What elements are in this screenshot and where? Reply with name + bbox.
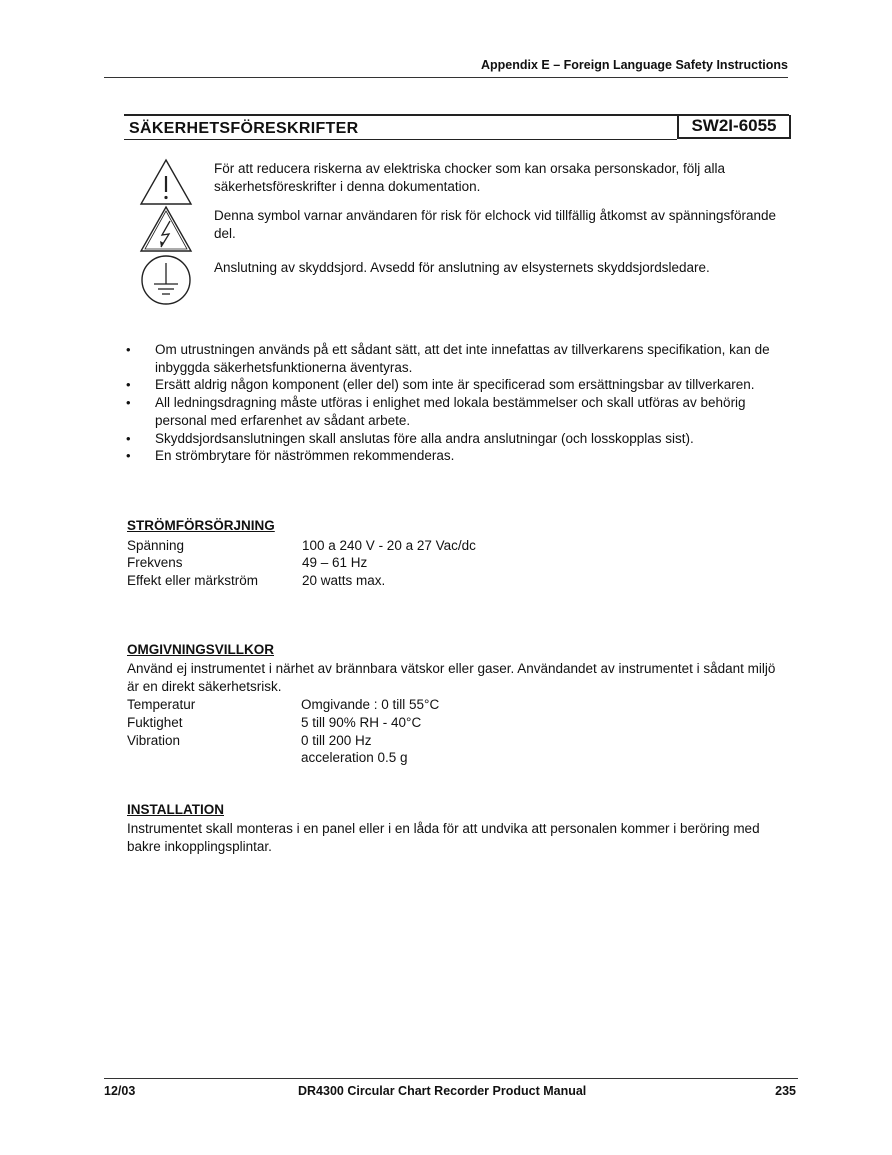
environment-heading: OMGIVNINGSVILLKOR [127, 642, 275, 657]
warning-triangle-icon [139, 158, 193, 206]
safety-bullet-list [126, 341, 786, 465]
symbol-text-general-warning: För att reducera riskerna av elektriska chocker som kan orsaka personskador, följ alla säkerhetsföreskrifter i denna dokumentation. [214, 161, 725, 194]
list-item: • Ersätt aldrig någon komponent (eller del) som inte är specificerad som ersättningsbar av tillverkaren. [126, 376, 786, 394]
symbol-text-protective-earth: Anslutning av skyddsjord. Avsedd för anslutning av elsysternets skyddsjordsledare. [214, 260, 710, 275]
footer-page-number: 235 [775, 1084, 796, 1098]
power-label: Frekvens [127, 555, 183, 570]
footer-title: DR4300 Circular Chart Recorder Product Manual [298, 1084, 587, 1098]
section-title: SÄKERHETSFÖRESKRIFTER [129, 120, 359, 137]
footer-rule [104, 1078, 798, 1079]
header-rule [104, 77, 788, 78]
power-label: Spänning [127, 538, 185, 553]
electric-shock-triangle-icon [139, 205, 193, 253]
footer-date: 12/03 [104, 1084, 136, 1098]
environment-value: 0 till 200 Hz [301, 733, 372, 748]
document-code-box: SW2I-6055 [677, 115, 791, 139]
environment-value: 5 till 90% RH - 40°C [301, 715, 422, 730]
environment-text: Använd ej instrumentet i närhet av brännbara vätskor eller gaser. Användandet av instrumentet i sådant miljö är en direkt säkerhetsrisk. [127, 661, 776, 694]
environment-value: acceleration 0.5 g [301, 750, 408, 765]
installation-heading: INSTALLATION [127, 802, 224, 817]
list-item: • Skyddsjordsanslutningen skall anslutas före alla andra anslutningar (och losskopplas sist). [126, 430, 786, 448]
list-item: • All ledningsdragning måste utföras i enlighet med lokala bestämmelser och skall utföras av behörig personal med erfarenhet av sådant arbete. [126, 394, 786, 429]
page-header-title: Appendix E – Foreign Language Safety Instructions [481, 58, 788, 72]
protective-earth-icon [140, 254, 192, 306]
environment-label: Fuktighet [127, 715, 183, 730]
list-item: • En strömbrytare för näströmmen rekommenderas. [126, 447, 786, 465]
environment-value: Omgivande : 0 till 55°C [301, 697, 440, 712]
power-value: 20 watts max. [302, 573, 386, 588]
symbol-text-electric-shock: Denna symbol varnar användaren för risk för elchock vid tillfällig åtkomst av spänningsförande del. [214, 208, 777, 241]
list-item: • Om utrustningen används på ett sådant sätt, att det inte innefattas av tillverkarens specifikation, kan de inbyggda säkerhetsfunktionerna äventyras. [126, 341, 786, 376]
installation-text: Instrumentet skall monteras i en panel eller i en låda för att undvika att personalen kommer i beröring med bakre inkopplingsplintar. [127, 821, 760, 854]
power-heading: STRÖMFÖRSÖRJNING [127, 518, 275, 533]
environment-label: Temperatur [127, 697, 196, 712]
power-value: 100 a 240 V - 20 a 27 Vac/dc [302, 538, 476, 553]
environment-label: Vibration [127, 733, 181, 748]
power-value: 49 – 61 Hz [302, 555, 368, 570]
power-label: Effekt eller märkström [127, 573, 259, 588]
section-bottom-rule [124, 139, 677, 140]
